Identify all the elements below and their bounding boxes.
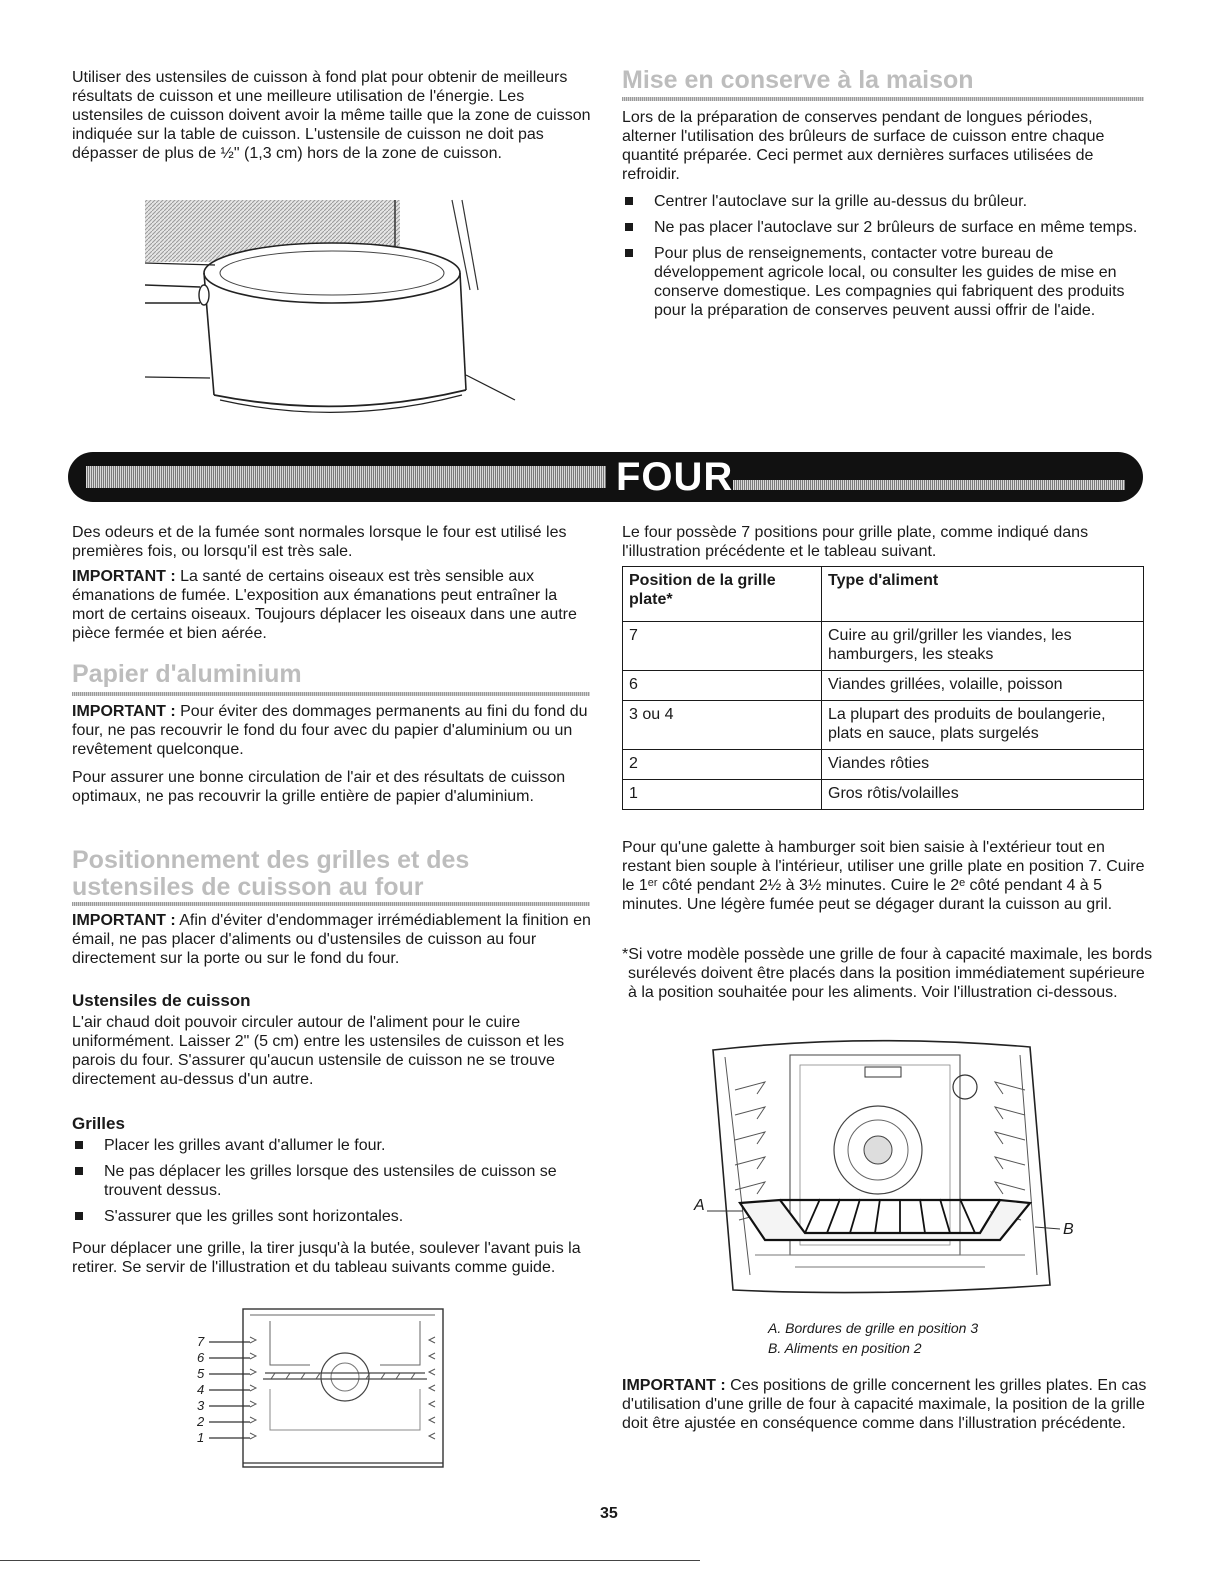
list-item: Ne pas déplacer les grilles lorsque des ustensiles de cuisson se trouvent dessus. <box>72 1162 592 1200</box>
foil-heading-rule <box>72 692 590 696</box>
rack-number-3: 3 <box>197 1398 205 1413</box>
page-number: 35 <box>600 1505 618 1522</box>
important-text: Pour éviter des dommages permanents au fini du fond du four, ne pas recouvrir le fond du four avec du papier d'aluminium ou un revêtement quelconque. <box>72 703 588 758</box>
table-row <box>623 671 1144 701</box>
important-label: IMPORTANT : <box>622 1377 726 1394</box>
table-row <box>623 750 1144 780</box>
important-text: Ces positions de grille concernent les grilles plates. En cas d'utilisation d'une grille de four à capacité maximale, la position de la grille doit être ajustée en conséquence comme dans l'illustration précédente. <box>622 1377 1147 1432</box>
final-important-paragraph <box>622 1376 1147 1433</box>
table-header: Position de la grille plate* <box>623 567 822 622</box>
table-cell: 2 <box>623 750 822 780</box>
rack-number-7: 7 <box>197 1334 205 1349</box>
important-label: IMPORTANT : <box>72 703 176 720</box>
caption-b: B. Aliments en position 2 <box>768 1340 922 1356</box>
rack-position-table <box>622 566 1144 810</box>
positioning-heading-line1: Positionnement des grilles et des <box>72 846 470 874</box>
oven-intro-paragraph: Des odeurs et de la fumée sont normales lorsque le four est utilisé les premières fois, ou lorsqu'il est très sale. <box>72 524 567 560</box>
banner-title: FOUR <box>616 455 734 499</box>
foil-important-paragraph <box>72 702 592 759</box>
important-text: La santé de certains oiseaux est très sensible aux émanations de fumée. L'exposition aux émanations peut entraîner la mort de certains oiseaux. Toujours déplacer les oiseaux dans une autre pièce fermée et bien aérée. <box>72 568 577 642</box>
list-item: S'assurer que les grilles sont horizontales. <box>72 1207 592 1226</box>
birds-warning-paragraph <box>72 567 592 643</box>
oven-interior-illustration <box>695 1035 1085 1305</box>
racks-bullet-list <box>72 1136 592 1233</box>
important-text: Afin d'éviter d'endommager irrémédiablement la finition en émail, ne pas placer d'aliments ou d'ustensiles de cuisson au four directement sur la porte ou sur le fond du four. <box>72 912 591 967</box>
table-row <box>623 622 1144 671</box>
foil-paragraph: Pour assurer une bonne circulation de l'air et des résultats de cuisson optimaux, ne pas recouvrir la grille entière de papier d'aluminium. <box>72 769 566 805</box>
rack-number-5: 5 <box>197 1366 205 1381</box>
important-label: IMPORTANT : <box>72 912 176 929</box>
bottom-rule <box>0 1560 700 1561</box>
table-cell: 3 ou 4 <box>623 701 822 750</box>
list-item: Ne pas placer l'autoclave sur 2 brûleurs de surface en même temps. <box>622 218 1142 237</box>
positioning-heading-line2: ustensiles de cuisson au four <box>72 873 424 901</box>
canning-heading: Mise en conserve à la maison <box>622 66 974 94</box>
rack-number-2: 2 <box>197 1414 205 1429</box>
canning-heading-rule <box>622 97 1144 101</box>
racks-heading: Grilles <box>72 1114 125 1133</box>
caption-a: A. Bordures de grille en position 3 <box>768 1320 979 1336</box>
table-header-row <box>623 567 1144 622</box>
table-cell: 1 <box>623 780 822 810</box>
max-capacity-footnote: *Si votre modèle possède une grille de four à capacité maximale, les bords surélevés doivent être placés dans la position immédiatement supérieure à la position souhaitée pour les aliments. Voir l'illustration ci-dessous. <box>622 946 1153 1001</box>
banner-hatch-right <box>733 480 1125 490</box>
table-cell: Viandes grillées, volaille, poisson <box>822 671 1144 701</box>
table-cell: La plupart des produits de boulangerie, plats en sauce, plats surgelés <box>822 701 1144 750</box>
table-row <box>623 701 1144 750</box>
table-cell: 7 <box>623 622 822 671</box>
banner-hatch-left <box>86 466 606 488</box>
important-label: IMPORTANT : <box>72 568 176 585</box>
table-header: Type d'aliment <box>822 567 1144 622</box>
list-item: Pour plus de renseignements, contacter votre bureau de développement agricole local, ou consulter les guides de mise en conserve domestique. Les compagnies qui fabriquent des produits pour la préparation de conserves peuvent aussi offrir de l'aide. <box>622 244 1142 320</box>
hamburger-paragraph: Pour qu'une galette à hamburger soit bien saisie à l'extérieur tout en restant bien souple à l'intérieur, utiliser une grille plate en position 7. Cuire le 1ᵉʳ côté pendant 2½ à 3½ minutes. Cuire le 2ᵉ côté pendant 4 à 5 minutes. Une légère fumée peut se dégager durant la cuisson au gril. <box>622 839 1145 913</box>
bakeware-heading: Ustensiles de cuisson <box>72 991 251 1010</box>
section-banner <box>68 452 1143 502</box>
oven-label-b: B <box>1063 1221 1074 1238</box>
rack-number-6: 6 <box>197 1350 205 1365</box>
table-cell: 6 <box>623 671 822 701</box>
rack-number-4: 4 <box>197 1382 205 1397</box>
list-item: Placer les grilles avant d'allumer le four. <box>72 1136 592 1155</box>
positioning-heading-rule <box>72 902 590 906</box>
foil-heading: Papier d'aluminium <box>72 660 302 688</box>
canning-bullet-list <box>622 192 1142 327</box>
table-cell: Viandes rôties <box>822 750 1144 780</box>
canning-paragraph: Lors de la préparation de conserves pendant de longues périodes, alterner l'utilisation des brûleurs de surface de cuisson entre chaque quantité préparée. Ceci permet aux dernières surfaces utilisées de refroidir. <box>622 109 1105 183</box>
rack-number-1: 1 <box>197 1430 205 1445</box>
rack-positions-illustration <box>195 1305 460 1475</box>
table-cell: Gros rôtis/volailles <box>822 780 1144 810</box>
list-item: Centrer l'autoclave sur la grille au-dessus du brûleur. <box>622 192 1142 211</box>
table-row <box>623 780 1144 810</box>
table-cell: Cuire au gril/griller les viandes, les hamburgers, les steaks <box>822 622 1144 671</box>
positioning-important-paragraph <box>72 911 592 968</box>
cookware-paragraph: Utiliser des ustensiles de cuisson à fond plat pour obtenir de meilleurs résultats de cuisson et une meilleure utilisation de l'énergie. Les ustensiles de cuisson doivent avoir la même taille que la zone de cuisson indiquée sur la table de cuisson. L'ustensile de cuisson ne doit pas dépasser de plus de ½" (1,3 cm) hors de la zone de cuisson. <box>72 69 591 162</box>
racks-paragraph: Pour déplacer une grille, la tirer jusqu'à la butée, soulever l'avant puis la retirer. Se servir de l'illustration et du tableau suivants comme guide. <box>72 1240 581 1276</box>
rack-positions-intro: Le four possède 7 positions pour grille plate, comme indiqué dans l'illustration précédente et le tableau suivant. <box>622 524 1089 560</box>
pot-on-burner-illustration <box>140 195 520 420</box>
oven-label-a: A <box>694 1197 705 1214</box>
bakeware-paragraph: L'air chaud doit pouvoir circuler autour de l'aliment pour le cuire uniformément. Laisser 2" (5 cm) entre les ustensiles de cuisson et les parois du four. S'assurer qu'aucun ustensile de cuisson ne se trouve directement au-dessus d'un autre. <box>72 1014 565 1088</box>
